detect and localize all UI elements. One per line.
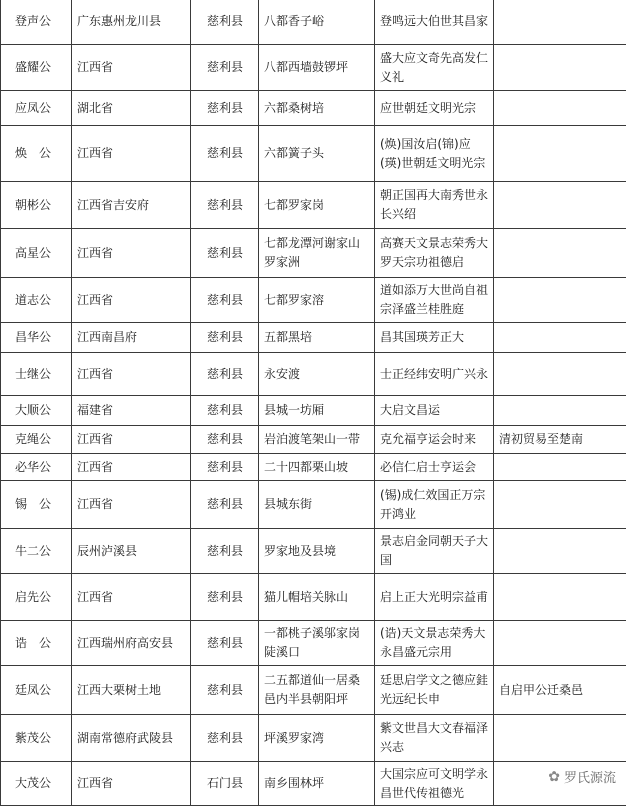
table-cell: 南乡围林坪	[259, 762, 375, 806]
table-cell: 昌华公	[1, 323, 72, 353]
table-cell: 江西省	[72, 574, 191, 621]
table-row	[1, 182, 626, 229]
table-cell: 慈利县	[191, 426, 259, 454]
table-row	[1, 529, 626, 574]
table-cell: 县城一坊厢	[259, 396, 375, 426]
table-cell: 五都黑培	[259, 323, 375, 353]
table-row	[1, 0, 626, 45]
table-cell: 八都香子峪	[259, 0, 375, 45]
table-cell: 慈利县	[191, 715, 259, 762]
table-cell: 二十四都栗山坡	[259, 454, 375, 481]
table-row	[1, 762, 626, 806]
table-cell: 江西大栗树土地	[72, 666, 191, 715]
table-cell: 焕 公	[1, 126, 72, 182]
table-cell: 慈利县	[191, 126, 259, 182]
table-cell: 紫茂公	[1, 715, 72, 762]
table-cell: 慈利县	[191, 353, 259, 396]
table-cell: 士继公	[1, 353, 72, 396]
table-cell	[494, 396, 626, 426]
table-cell	[494, 529, 626, 574]
table-cell: 锡 公	[1, 481, 72, 529]
table-cell: 湖北省	[72, 91, 191, 126]
table-cell: 克绳公	[1, 426, 72, 454]
table-cell: (诰)天文景志荣秀大永昌盛元宗用	[375, 621, 494, 666]
table-cell: 江西省	[72, 454, 191, 481]
table-cell: 罗家地及县境	[259, 529, 375, 574]
table-row	[1, 666, 626, 715]
table-cell: 启上正大光明宗益甫	[375, 574, 494, 621]
table-cell	[494, 481, 626, 529]
table-row	[1, 91, 626, 126]
table-cell: 广东惠州龙川县	[72, 0, 191, 45]
table-cell	[494, 182, 626, 229]
table-cell	[494, 91, 626, 126]
table-cell: 紫文世昌大文春福泽兴志	[375, 715, 494, 762]
table-cell: 石门县	[191, 762, 259, 806]
table-cell: 廷思启学文之德应銈光远纪长申	[375, 666, 494, 715]
table-row	[1, 396, 626, 426]
table-cell: 高赛天文景志荣秀大罗天宗功祖德启	[375, 229, 494, 278]
table-cell: 辰州泸溪县	[72, 529, 191, 574]
table-cell: 福建省	[72, 396, 191, 426]
table-cell: 湖南常德府武陵县	[72, 715, 191, 762]
table-cell: 慈利县	[191, 666, 259, 715]
table-row	[1, 229, 626, 278]
table-cell: 高星公	[1, 229, 72, 278]
table-cell: 廷凤公	[1, 666, 72, 715]
watermark-text: 罗氏源流	[564, 767, 616, 786]
table-cell: 慈利县	[191, 323, 259, 353]
table-cell: 大国宗应可文明学永昌世代传祖德光	[375, 762, 494, 806]
table-cell: (焕)国汝启(锦)应(瑛)世朝廷文明光宗	[375, 126, 494, 182]
table-row	[1, 353, 626, 396]
table-cell: 应凤公	[1, 91, 72, 126]
table-cell: 慈利县	[191, 621, 259, 666]
table-cell: 清初贸易至楚南	[494, 426, 626, 454]
table-cell: 江西省	[72, 45, 191, 91]
table-cell: 大启文昌运	[375, 396, 494, 426]
table-cell: 慈利县	[191, 91, 259, 126]
table-row	[1, 481, 626, 529]
table-cell: 大茂公	[1, 762, 72, 806]
wechat-icon: ✿	[548, 769, 560, 785]
table-cell: 江西省	[72, 278, 191, 323]
table-row	[1, 426, 626, 454]
table-cell: 景志启金同朝天子大国	[375, 529, 494, 574]
table-cell: 道志公	[1, 278, 72, 323]
table-cell: 应世朝廷文明光宗	[375, 91, 494, 126]
table-cell: 江西省	[72, 426, 191, 454]
table-row	[1, 621, 626, 666]
table-cell	[494, 715, 626, 762]
table-row	[1, 278, 626, 323]
table-cell: 慈利县	[191, 45, 259, 91]
table-cell: 慈利县	[191, 0, 259, 45]
table-row	[1, 45, 626, 91]
table-cell: 县城东街	[259, 481, 375, 529]
table-cell: 克允福亨运会时来	[375, 426, 494, 454]
table-cell: (锡)成仁效国正万宗开鸿业	[375, 481, 494, 529]
table-cell: 慈利县	[191, 529, 259, 574]
table-cell: 江西省	[72, 353, 191, 396]
table-cell: 慈利县	[191, 454, 259, 481]
table-cell: 必华公	[1, 454, 72, 481]
table-cell: 诰 公	[1, 621, 72, 666]
watermark	[548, 767, 616, 786]
table-cell	[494, 574, 626, 621]
table-cell: 岩泊渡笔架山一带	[259, 426, 375, 454]
table-cell: 慈利县	[191, 278, 259, 323]
table-cell	[494, 621, 626, 666]
table-row	[1, 574, 626, 621]
table-cell: 江西省吉安府	[72, 182, 191, 229]
table-cell: 慈利县	[191, 182, 259, 229]
table-cell: 江西瑞州府高安县	[72, 621, 191, 666]
table-cell: 慈利县	[191, 481, 259, 529]
table-cell: 七都罗家岗	[259, 182, 375, 229]
table-cell: 士正经纬安明广兴永	[375, 353, 494, 396]
table-cell: 大顺公	[1, 396, 72, 426]
table-cell: 朝彬公	[1, 182, 72, 229]
table-cell	[494, 0, 626, 45]
table-cell: 永安渡	[259, 353, 375, 396]
table-row	[1, 323, 626, 353]
table-cell: 六都桑树培	[259, 91, 375, 126]
table-cell: 牛二公	[1, 529, 72, 574]
table-cell: 慈利县	[191, 574, 259, 621]
table-cell	[494, 353, 626, 396]
table-cell	[494, 45, 626, 91]
table-row	[1, 126, 626, 182]
table-cell: 二五都道仙一居桑邑内半县朝阳坪	[259, 666, 375, 715]
table-cell: 登鸣远大伯世其昌家	[375, 0, 494, 45]
table-cell: 启先公	[1, 574, 72, 621]
table-cell	[494, 323, 626, 353]
table-cell: 七都龙潭河谢家山罗家洲	[259, 229, 375, 278]
table-cell: 猫儿帽培关脉山	[259, 574, 375, 621]
table-cell	[494, 278, 626, 323]
table-cell: 江西省	[72, 762, 191, 806]
table-cell: 盛大应文奇先高发仁义礼	[375, 45, 494, 91]
table-cell: 必信仁启士亨运会	[375, 454, 494, 481]
table-cell: 一都桃子溪邬家岗陡溪口	[259, 621, 375, 666]
table-cell: 道如添万大世尚自祖宗泽盛兰桂胜庭	[375, 278, 494, 323]
table-cell: 江西省	[72, 481, 191, 529]
table-cell: 江西省	[72, 126, 191, 182]
table-cell: 八都西墙鼓锣坪	[259, 45, 375, 91]
table-cell: 盛耀公	[1, 45, 72, 91]
table-cell: 登声公	[1, 0, 72, 45]
table-row	[1, 715, 626, 762]
table-cell	[494, 229, 626, 278]
table-cell: 朝正国再大南秀世永长兴绍	[375, 182, 494, 229]
table-cell: 六都簧子头	[259, 126, 375, 182]
table-cell: 慈利县	[191, 229, 259, 278]
table-cell: 七都罗家溶	[259, 278, 375, 323]
table-cell: 慈利县	[191, 396, 259, 426]
table-cell	[494, 454, 626, 481]
table-cell: 昌其国瑛芳正大	[375, 323, 494, 353]
table-row	[1, 454, 626, 481]
table-cell: 坪溪罗家湾	[259, 715, 375, 762]
table-cell	[494, 126, 626, 182]
table-cell: 自启甲公迁桑邑	[494, 666, 626, 715]
table-cell: 江西南昌府	[72, 323, 191, 353]
table-cell: 江西省	[72, 229, 191, 278]
